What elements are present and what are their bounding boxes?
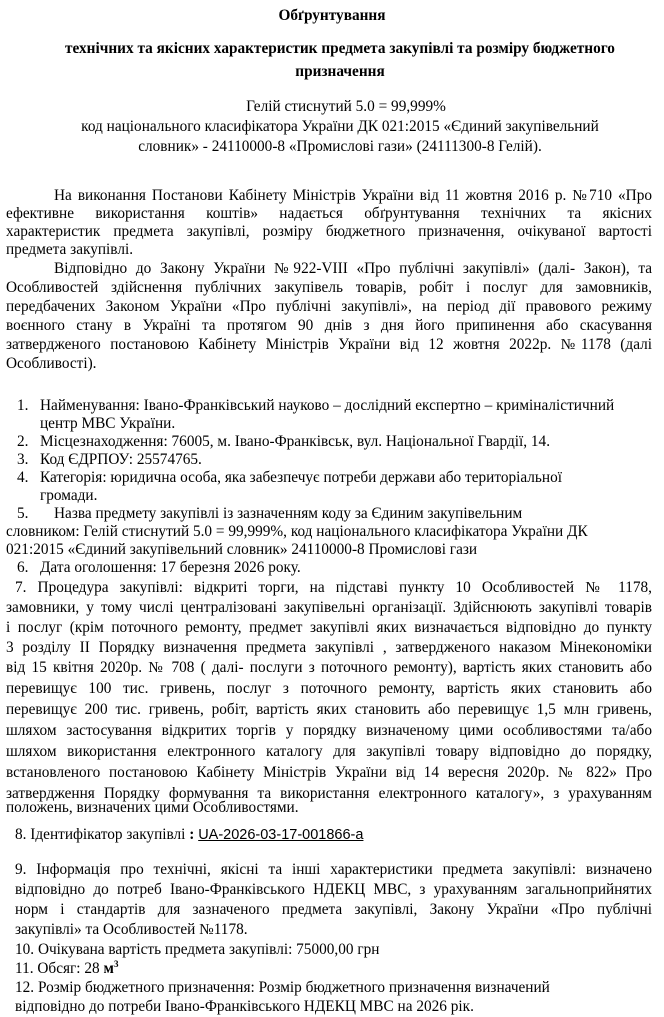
customer-name: Найменування: Івано-Франківський науково – дослідний експертно – криміналістичний bbox=[40, 397, 615, 414]
document-subtitle-line-2: призначення bbox=[295, 63, 385, 80]
procedure-line: 7. Процедура закупівлі: відкриті торги, на підставі пункту 10 Особливостей № 1178, bbox=[15, 579, 652, 596]
customer-category-cont: громади. bbox=[40, 487, 98, 504]
procedure-line: перевищує 200 тис. гривень, робіт, вартість яких становить або перевищує 1,5 млн гривень, bbox=[6, 701, 652, 718]
document-subtitle-line-1: технічних та якісних характеристик предмета закупівлі та розміру бюджетного bbox=[65, 40, 615, 57]
procurement-subject: Назва предмету закупівлі із зазначенням коду за Єдиним закупівельним bbox=[54, 505, 523, 522]
intro-paragraph-1-line: характеристик предмета закупівлі, розміру бюджетного призначення, очікуваної вартості bbox=[6, 223, 652, 240]
procedure-line: встановленого постановою Кабінету Міністрів України від 14 вересня 2020р. № 822» Про bbox=[6, 764, 652, 781]
customer-edrpou: Код ЄДРПОУ: 25574765. bbox=[40, 451, 202, 468]
procedure-line: положень, визначених цими Особливостями. bbox=[6, 799, 299, 816]
procurement-identifier-colon: : bbox=[189, 826, 195, 843]
customer-category: Категорія: юридична особа, яка забезпечує потреби держави або територіальної bbox=[40, 469, 562, 486]
intro-paragraph-2-line: Відповідно до Закону України №922-VIII «Про публічні закупівлі» (далі- Закон), та bbox=[54, 260, 652, 277]
procedure-line: шляхом використання електронного каталогу для закупівлі товару відповідно до порядку, bbox=[6, 743, 652, 760]
list-item-number: 1. bbox=[17, 397, 29, 414]
intro-paragraph-2-line: Особливостей здійснення публічних закупівель товарів, робіт і послуг для замовників, bbox=[6, 279, 652, 296]
procurement-subject-cont: словником: Гелій стиснутий 5.0 = 99,999%, код національного класифікатора України ДК bbox=[6, 523, 588, 540]
characteristics-line: норм і стандартів для зазначеного предмета закупівлі, Закону України «Про публічні bbox=[15, 901, 652, 918]
procurement-identifier-link[interactable]: UA-2026-03-17-001866-a bbox=[198, 827, 364, 843]
document-title: Обґрунтування bbox=[278, 7, 386, 24]
item-name: Гелій стиснутий 5.0 = 99,999% bbox=[246, 98, 446, 115]
budget-allocation: 12. Розмір бюджетного призначення: Розмір бюджетного призначення визначений bbox=[15, 979, 550, 996]
intro-paragraph-1-line: ефективне використання коштів» надається обґрунтування технічних та якісних bbox=[6, 205, 652, 222]
procedure-line: 3 розділу II Порядку визначення предмета закупівлі , затвердженого наказом Мінекономіки bbox=[6, 639, 652, 656]
procurement-subject-cont: 021:2015 «Єдиний закупівельний словник» 24110000-8 Промислові гази bbox=[6, 541, 478, 558]
customer-name-cont: центр МВС України. bbox=[40, 415, 176, 432]
procedure-line: і послуг (крім поточного ремонту, предмет закупівлі яких визначається відповідно до пункту bbox=[6, 619, 652, 636]
characteristics-line: 9. Інформація про технічні, якісні та інші характеристики предмета закупівлі: визначено bbox=[15, 861, 652, 878]
list-item-number: 4. bbox=[17, 469, 29, 486]
procurement-identifier bbox=[15, 825, 363, 845]
list-item-number: 3. bbox=[17, 451, 29, 468]
announcement-date: Дата оголошення: 17 березня 2026 року. bbox=[40, 559, 301, 576]
procedure-line: затвердження Порядку формування та використання електронного каталогу», з урахуванням bbox=[6, 785, 652, 802]
procedure-line: шляхом застосування відкритих торгів у порядку визначеному цими особливостями та/або bbox=[6, 722, 652, 739]
budget-allocation-cont: відповідно до потреби Івано-Франківського НДЕКЦ МВС на 2026 рік. bbox=[15, 998, 474, 1015]
list-item-number: 5. bbox=[17, 505, 29, 522]
intro-paragraph-2-line: воєнного стану в Україні та протягом 90 днів з дня його припинення або скасування bbox=[6, 317, 652, 334]
intro-paragraph-1-line: На виконання Постанови Кабінету Міністрів України від 11 жовтня 2016 р. №710 «Про bbox=[54, 187, 652, 204]
list-item-number: 6. bbox=[17, 559, 29, 576]
procedure-line: від 15 квітня 2020р. № 708 ( далі- послуги з поточного ремонту), вартість яких становить або bbox=[6, 659, 652, 676]
volume-label: 11. Обсяг: 28 bbox=[15, 960, 100, 977]
list-item-number: 2. bbox=[17, 433, 29, 450]
volume-unit-superscript: 3 bbox=[113, 958, 119, 969]
volume-unit-m: м bbox=[103, 960, 114, 977]
procurement-identifier-label: 8. Ідентифікатор закупівлі bbox=[15, 826, 186, 843]
expected-cost: 10. Очікувана вартість предмета закупівлі: 75000,00 грн bbox=[15, 941, 380, 958]
intro-paragraph-2-line: затвердженого постановою Кабінету Міністрів України від 12 жовтня 2022р. №1178 (далі bbox=[6, 336, 652, 353]
intro-paragraph-1-line: предмета закупівлі. bbox=[6, 241, 134, 258]
intro-paragraph-2-line: передбачених Законом України «Про публічні закупівлі», на період дії правового режиму bbox=[6, 298, 652, 315]
characteristics-line: закупівлі» та Особливостей №1178. bbox=[15, 921, 248, 938]
procedure-line: замовники, у тому числі централізовані закупівельні організації. Здійснюють закупівлі товарів bbox=[6, 599, 652, 616]
customer-location: Місцезнаходження: 76005, м. Івано-Франківськ, вул. Національної Гвардії, 14. bbox=[40, 433, 551, 450]
volume-unit bbox=[104, 960, 119, 977]
intro-paragraph-2-line: Особливості). bbox=[6, 355, 97, 372]
characteristics-line: відповідно до потреб Івано-Франківського НДЕКЦ МВС, з урахуванням загальноприйнятих bbox=[15, 881, 652, 898]
volume bbox=[15, 959, 118, 979]
classifier-code-line-2: словник» - 24110000-8 «Промислові гази» (24111300-8 Гелій). bbox=[138, 138, 542, 155]
classifier-code-line-1: код національного класифікатора України ДК 021:2015 «Єдиний закупівельний bbox=[81, 118, 599, 135]
procedure-line: перевищує 100 тис. гривень, послуг з поточного ремонту, вартість яких становить або bbox=[6, 680, 652, 697]
